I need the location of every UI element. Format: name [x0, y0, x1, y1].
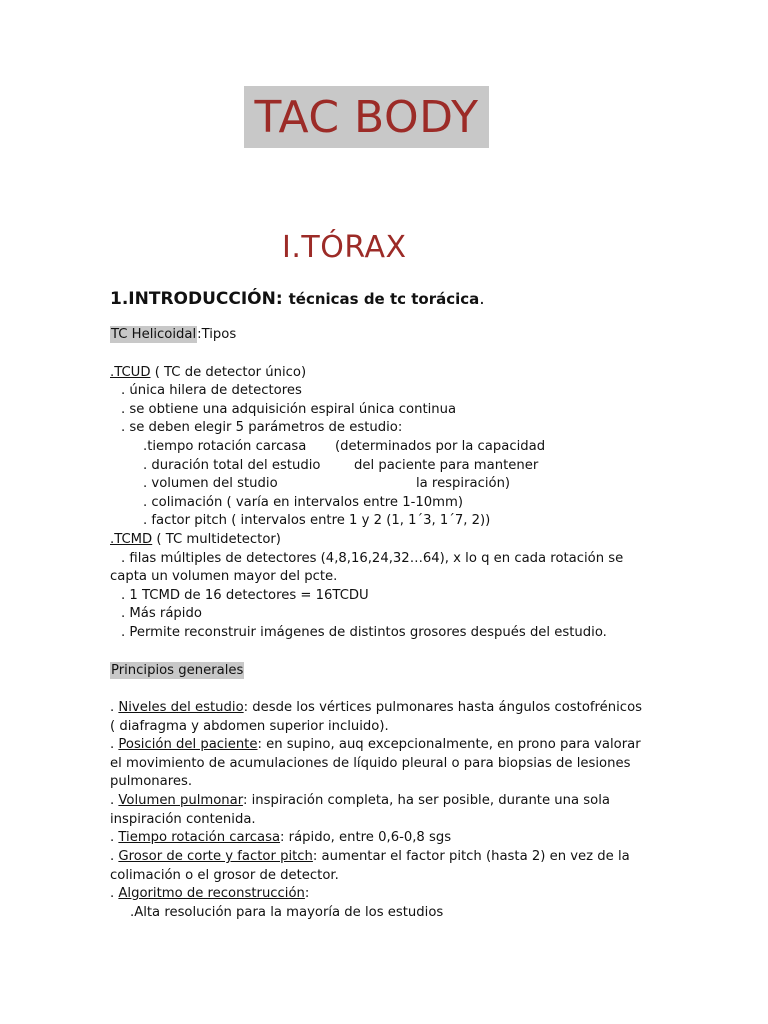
helicoidal-line	[110, 326, 236, 345]
section-heading	[110, 286, 485, 312]
section-number: 1.	[110, 289, 129, 309]
chapter-heading: I.TÓRAX	[282, 230, 407, 265]
list-item: . Más rápido	[121, 606, 202, 621]
list-item: capta un volumen mayor del pcte.	[110, 569, 338, 584]
tcmd-desc: ( TC multidetector)	[152, 532, 281, 547]
param-note: (determinados por la capacidad	[335, 439, 546, 454]
tcud-desc: ( TC de detector único)	[150, 365, 307, 380]
principle-entry: . Niveles del estudio: desde los vértices pulmonares hasta ángulos costofrénicos ( diafragma y abdomen superior incluido).	[110, 700, 643, 734]
principle-key: Tiempo rotación carcasa	[118, 830, 281, 845]
principios-label: Principios generales	[111, 663, 244, 678]
tcud-heading	[110, 364, 306, 383]
principle-key: Posición del paciente	[118, 737, 258, 752]
section-name: INTRODUCCIÓN:	[128, 289, 283, 309]
param-item: . factor pitch ( intervalos entre 1 y 2 (1, 1´3, 1´7, 2))	[143, 513, 491, 528]
principle-key: Niveles del estudio	[118, 700, 244, 715]
param-item: .tiempo rotación carcasa	[143, 439, 307, 454]
principle-key: Grosor de corte y factor pitch	[118, 849, 313, 864]
tcmd-label: .TCMD	[110, 532, 153, 547]
principle-text: : aumentar el factor pitch (hasta 2) en vez de la colimación o el grosor de detector.	[110, 849, 630, 883]
principle-key: Volumen pulmonar	[118, 793, 243, 808]
list-item: . se deben elegir 5 parámetros de estudio:	[121, 420, 403, 435]
helicoidal-label: TC Helicoidal	[111, 327, 197, 342]
principle-sub: .Alta resolución para la mayoría de los estudios	[130, 905, 444, 920]
section-subtitle: técnicas de tc torácica	[288, 290, 480, 308]
list-item: . Permite reconstruir imágenes de distintos grosores después del estudio.	[121, 625, 607, 640]
list-item: . única hilera de detectores	[121, 383, 302, 398]
principle-text: : rápido, entre 0,6-0,8 sgs	[280, 830, 452, 845]
param-note: la respiración)	[416, 476, 511, 491]
param-item: . duración total del estudio	[143, 458, 321, 473]
principle-entry: . Volumen pulmonar: inspiración completa, ha ser posible, durante una sola inspiración contenida.	[110, 793, 610, 827]
param-item: . volumen del studio	[143, 476, 278, 491]
principle-text: : en supino, auq excepcionalmente, en prono para valorar el movimiento de acumulaciones de líquido pleural o para biopsias de lesiones pulmonares.	[110, 737, 641, 790]
list-item: . filas múltiples de detectores (4,8,16,24,32…64), x lo q en cada rotación se	[121, 551, 624, 566]
principle-text: :	[304, 886, 310, 901]
principle-entry: . Algoritmo de reconstrucción:	[110, 886, 310, 901]
principle-text: : inspiración completa, ha ser posible, durante una sola inspiración contenida.	[110, 793, 610, 827]
principle-key: Algoritmo de reconstrucción	[118, 886, 305, 901]
tcud-label: .TCUD	[110, 365, 151, 380]
tcmd-heading	[110, 531, 281, 550]
document-title: TAC BODY	[254, 92, 479, 143]
param-note: del paciente para mantener	[354, 458, 539, 473]
principle-entry: . Tiempo rotación carcasa: rápido, entre 0,6-0,8 sgs	[110, 830, 452, 845]
helicoidal-rest: :Tipos	[197, 327, 237, 342]
principle-text: : desde los vértices pulmonares hasta ángulos costofrénicos ( diafragma y abdomen superior incluido).	[110, 700, 643, 734]
list-item: . se obtiene una adquisición espiral única continua	[121, 402, 457, 417]
principle-entry: . Posición del paciente: en supino, auq excepcionalmente, en prono para valorar el movimiento de acumulaciones de líquido pleural o para biopsias de lesiones pulmonares.	[110, 737, 641, 790]
param-item: . colimación ( varía en intervalos entre 1-10mm)	[143, 495, 463, 510]
section-end: .	[479, 289, 485, 309]
principios-heading	[110, 662, 244, 681]
list-item: . 1 TCMD de 16 detectores = 16TCDU	[121, 588, 369, 603]
principle-entry: . Grosor de corte y factor pitch: aumentar el factor pitch (hasta 2) en vez de la colimación o el grosor de detector.	[110, 849, 630, 883]
